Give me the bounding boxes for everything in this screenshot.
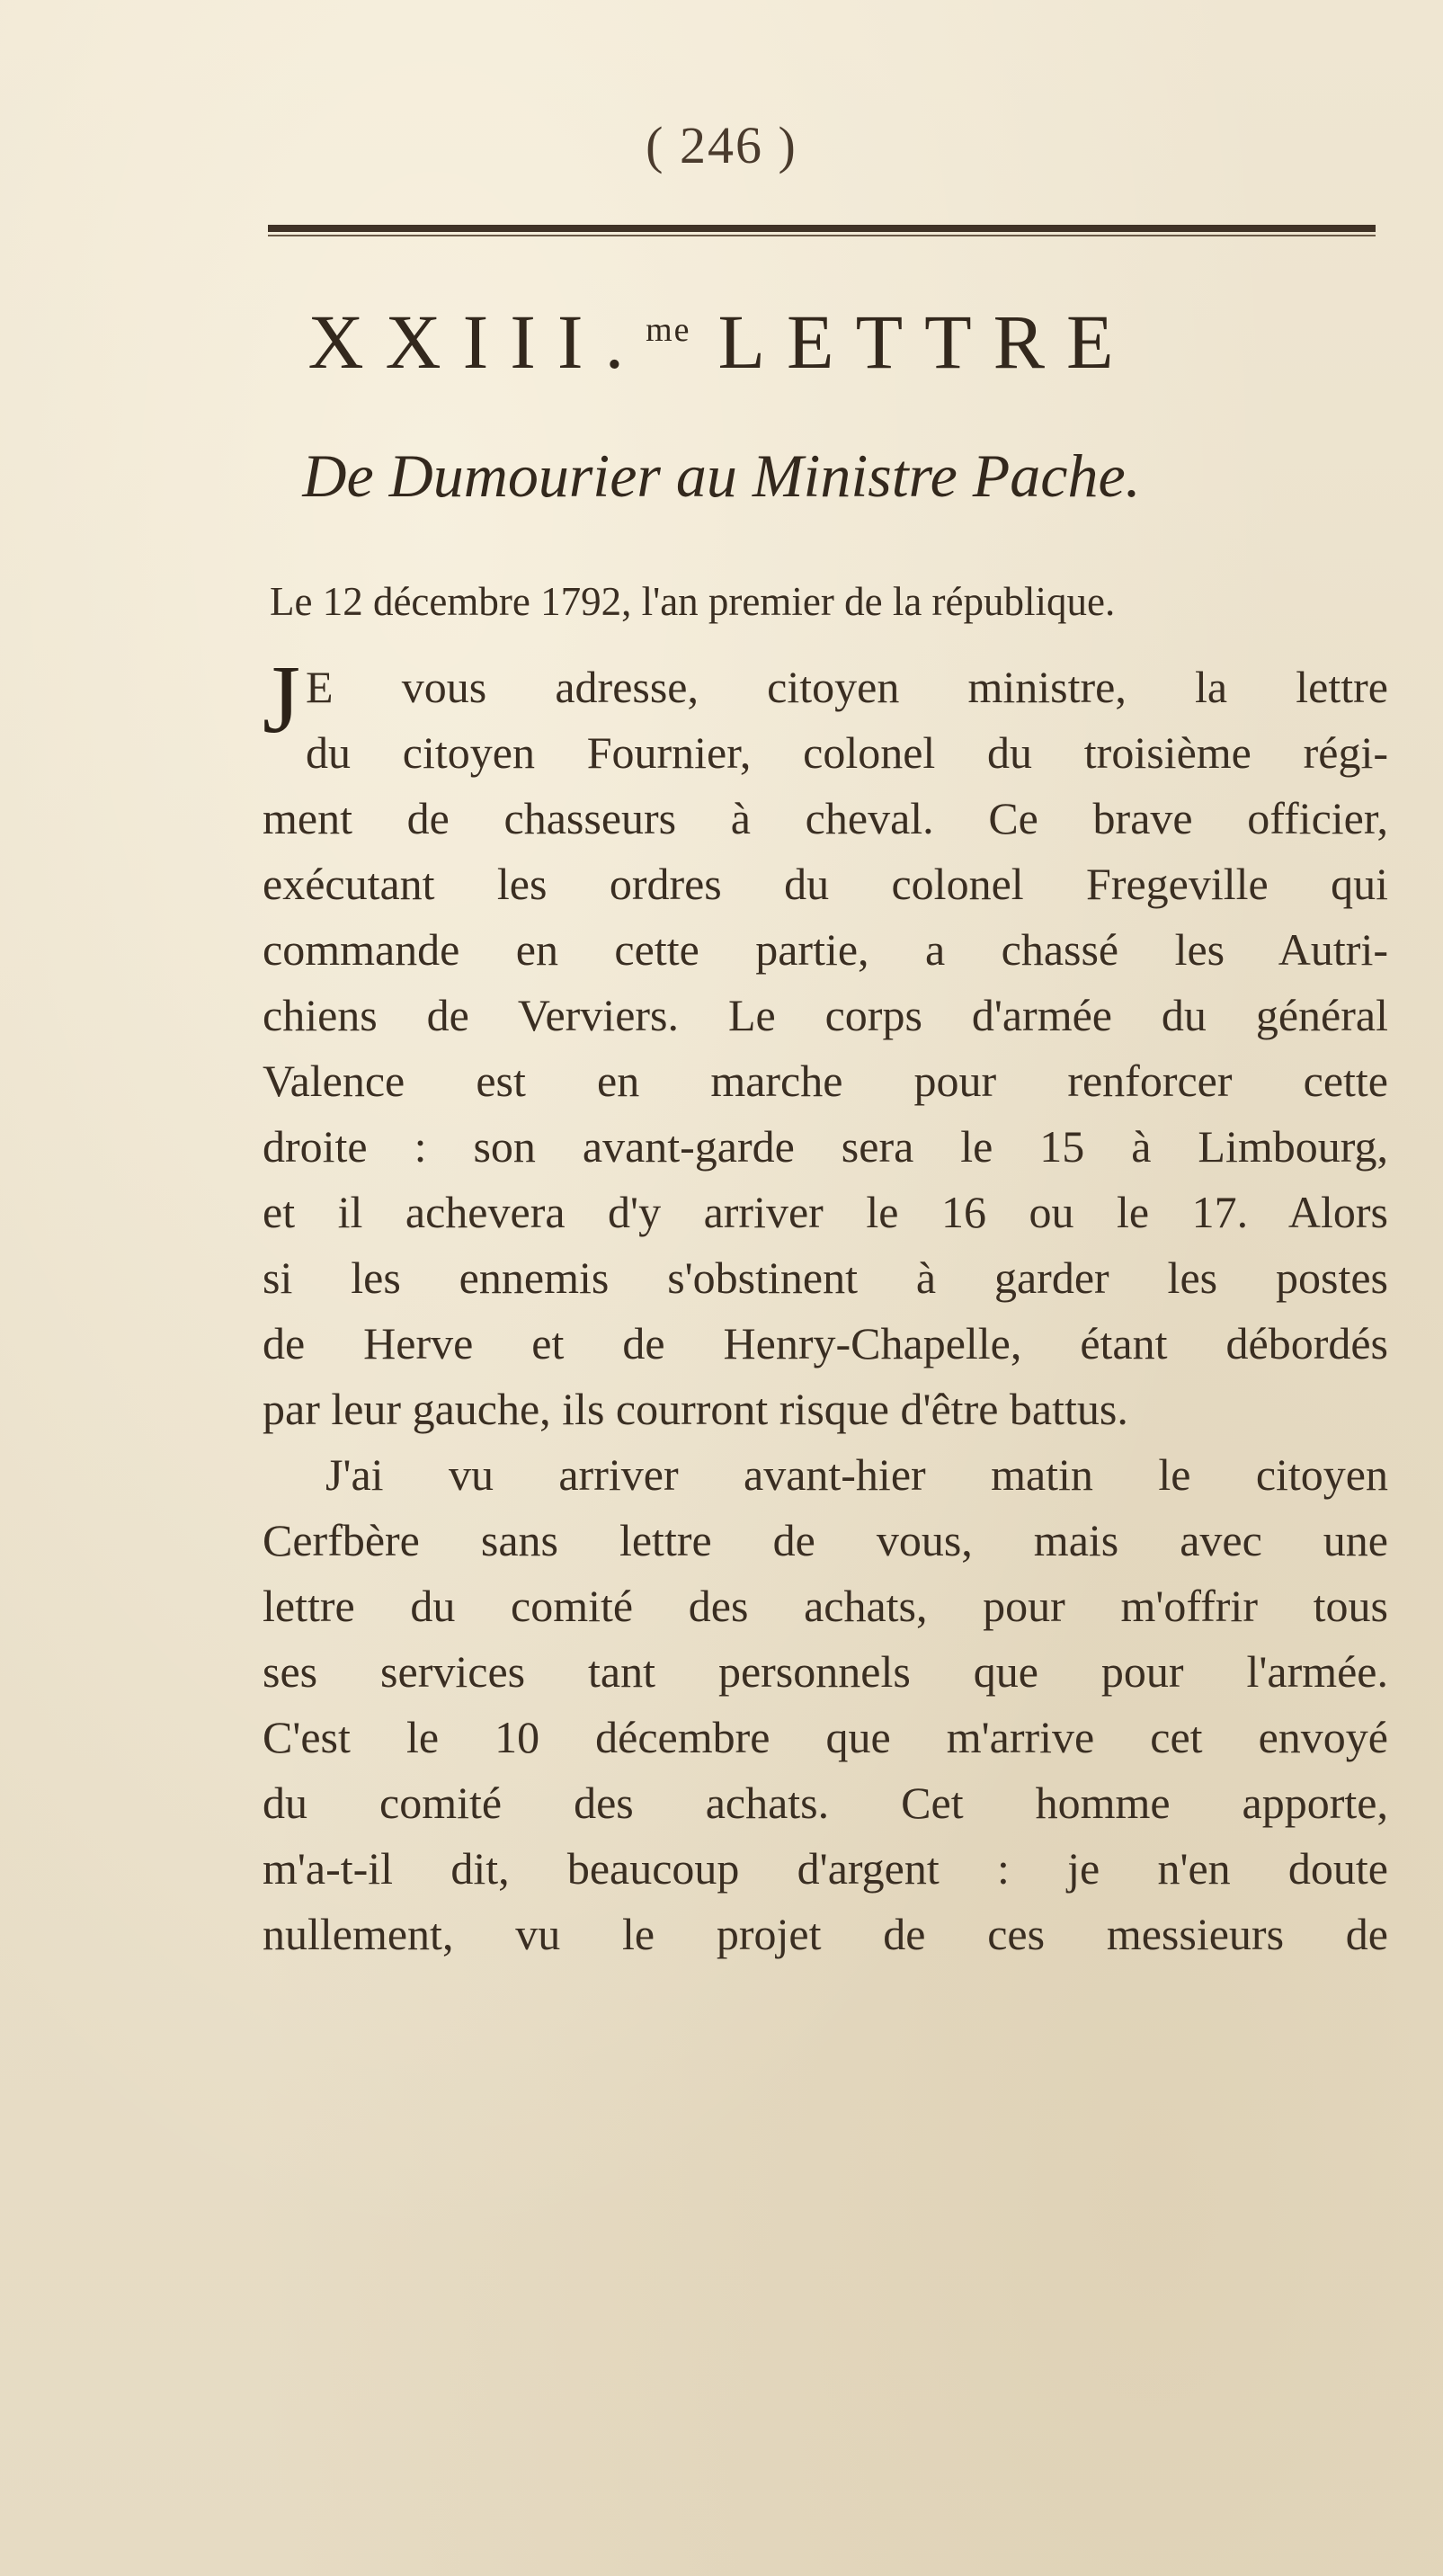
body-line: lettre du comité des achats, pour m'offrir tous xyxy=(263,1581,1388,1631)
body-line: J'ai vu arriver avant-hier matin le citoyen xyxy=(325,1449,1388,1500)
body-line: et il achevera d'y arriver le 16 ou le 17. Alors xyxy=(263,1187,1388,1237)
body-line: commande en cette partie, a chassé les Autri- xyxy=(263,924,1388,975)
letter-dateline: Le 12 décembre 1792, l'an premier de la république. xyxy=(270,579,1116,624)
letter-subtitle: De Dumourier au Ministre Pache. xyxy=(302,441,1141,510)
header-rule-thin xyxy=(268,235,1376,236)
header-rule-thick xyxy=(268,225,1376,232)
body-line: nullement, vu le projet de ces messieurs de xyxy=(263,1909,1388,1959)
body-line: exécutant les ordres du colonel Fregeville qui xyxy=(263,859,1388,909)
letter-word: LETTRE xyxy=(717,299,1136,385)
body-line: Cerfbère sans lettre de vous, mais avec une xyxy=(263,1515,1388,1565)
body-line: m'a-t-il dit, beaucoup d'argent : je n'en doute xyxy=(263,1843,1388,1894)
body-line: C'est le 10 décembre que m'arrive cet envoyé xyxy=(263,1712,1388,1762)
page-number: ( 246 ) xyxy=(646,116,797,174)
body-line: de Herve et de Henry-Chapelle, étant débordés xyxy=(263,1318,1388,1368)
letter-number: XXIII. xyxy=(307,299,646,385)
body-line: E vous adresse, citoyen ministre, la lettre xyxy=(306,662,1388,712)
body-line: ment de chasseurs à cheval. Ce brave officier, xyxy=(263,793,1388,843)
body-line: chiens de Verviers. Le corps d'armée du général xyxy=(263,990,1388,1040)
body-line: par leur gauche, ils courront risque d'être battus. xyxy=(263,1384,1128,1434)
letter-body xyxy=(263,646,1388,1967)
body-line: si les ennemis s'obstinent à garder les postes xyxy=(263,1252,1388,1303)
body-line: ses services tant personnels que pour l'armée. xyxy=(263,1646,1388,1697)
body-line: du citoyen Fournier, colonel du troisième régi- xyxy=(306,727,1388,778)
header-rule xyxy=(268,225,1376,237)
letter-title xyxy=(0,297,1443,387)
letter-number-superscript: me xyxy=(646,311,691,349)
drop-cap: J xyxy=(263,646,301,753)
body-line: du comité des achats. Cet homme apporte, xyxy=(263,1778,1388,1828)
body-line: droite : son avant-garde sera le 15 à Limbourg, xyxy=(263,1121,1388,1172)
body-line: Valence est en marche pour renforcer cette xyxy=(263,1056,1388,1106)
